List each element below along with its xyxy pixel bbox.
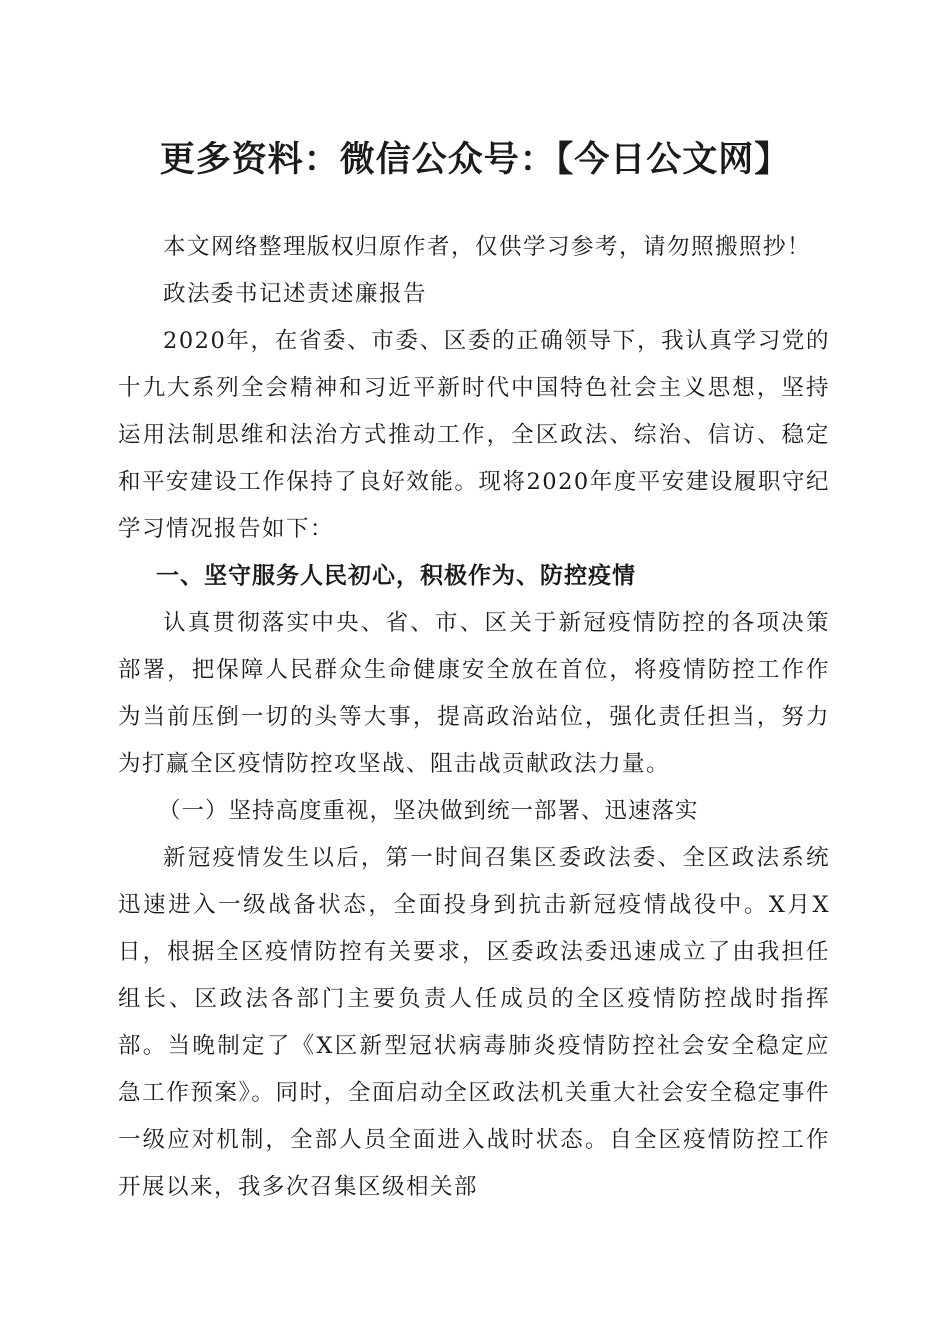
section-heading-1: 一、坚守服务人民初心，积极作为、防控疫情 <box>156 563 636 589</box>
intro-paragraph: 2020年，在省委、市委、区委的正确领导下，我认真学习党的十九大系列全会精神和习近平新时代中国特色社会主义思想，坚持运用法制思维和法治方式推动工作，全区政法、综治、信访、稳定和平安建设工作保持了良好效能。现将2020年度平安建设履职守纪学习情况报告如下： <box>118 328 830 542</box>
subsection-heading-1: （一）坚持高度重视，坚决做到统一部署、迅速落实 <box>158 798 699 824</box>
document-title: 政法委书记述责述廉报告 <box>163 281 428 307</box>
disclaimer-text: 本文网络整理版权归原作者，仅供学习参考，请勿照搬照抄！ <box>163 234 812 260</box>
promo-header-title: 更多资料：微信公众号：【今日公文网】 <box>159 140 791 180</box>
document-body <box>118 224 830 1211</box>
section-1-paragraph: 认真贯彻落实中央、省、市、区关于新冠疫情防控的各项决策部署，把保障人民群众生命健康安全放在首位，将疫情防控工作作为当前压倒一切的头等大事，提高政治站位，强化责任担当，努力为打赢全区疫情防控攻坚战、阻击战贡献政法力量。 <box>118 610 830 777</box>
subsection-1-paragraph: 新冠疫情发生以后，第一时间召集区委政法委、全区政法系统迅速进入一级战备状态，全面投身到抗击新冠疫情战役中。X月X日，根据全区疫情防控有关要求，区委政法委迅速成立了由我担任组长、区政法各部门主要负责人任成员的全区疫情防控战时指挥部。当晚制定了《X区新型冠状病毒肺炎疫情防控社会安全稳定应急工作预案》。同时，全面启动全区政法机关重大社会安全稳定事件一级应对机制，全部人员全面进入战时状态。自全区疫情防控工作开展以来，我多次召集区级相关部 <box>118 845 830 1200</box>
